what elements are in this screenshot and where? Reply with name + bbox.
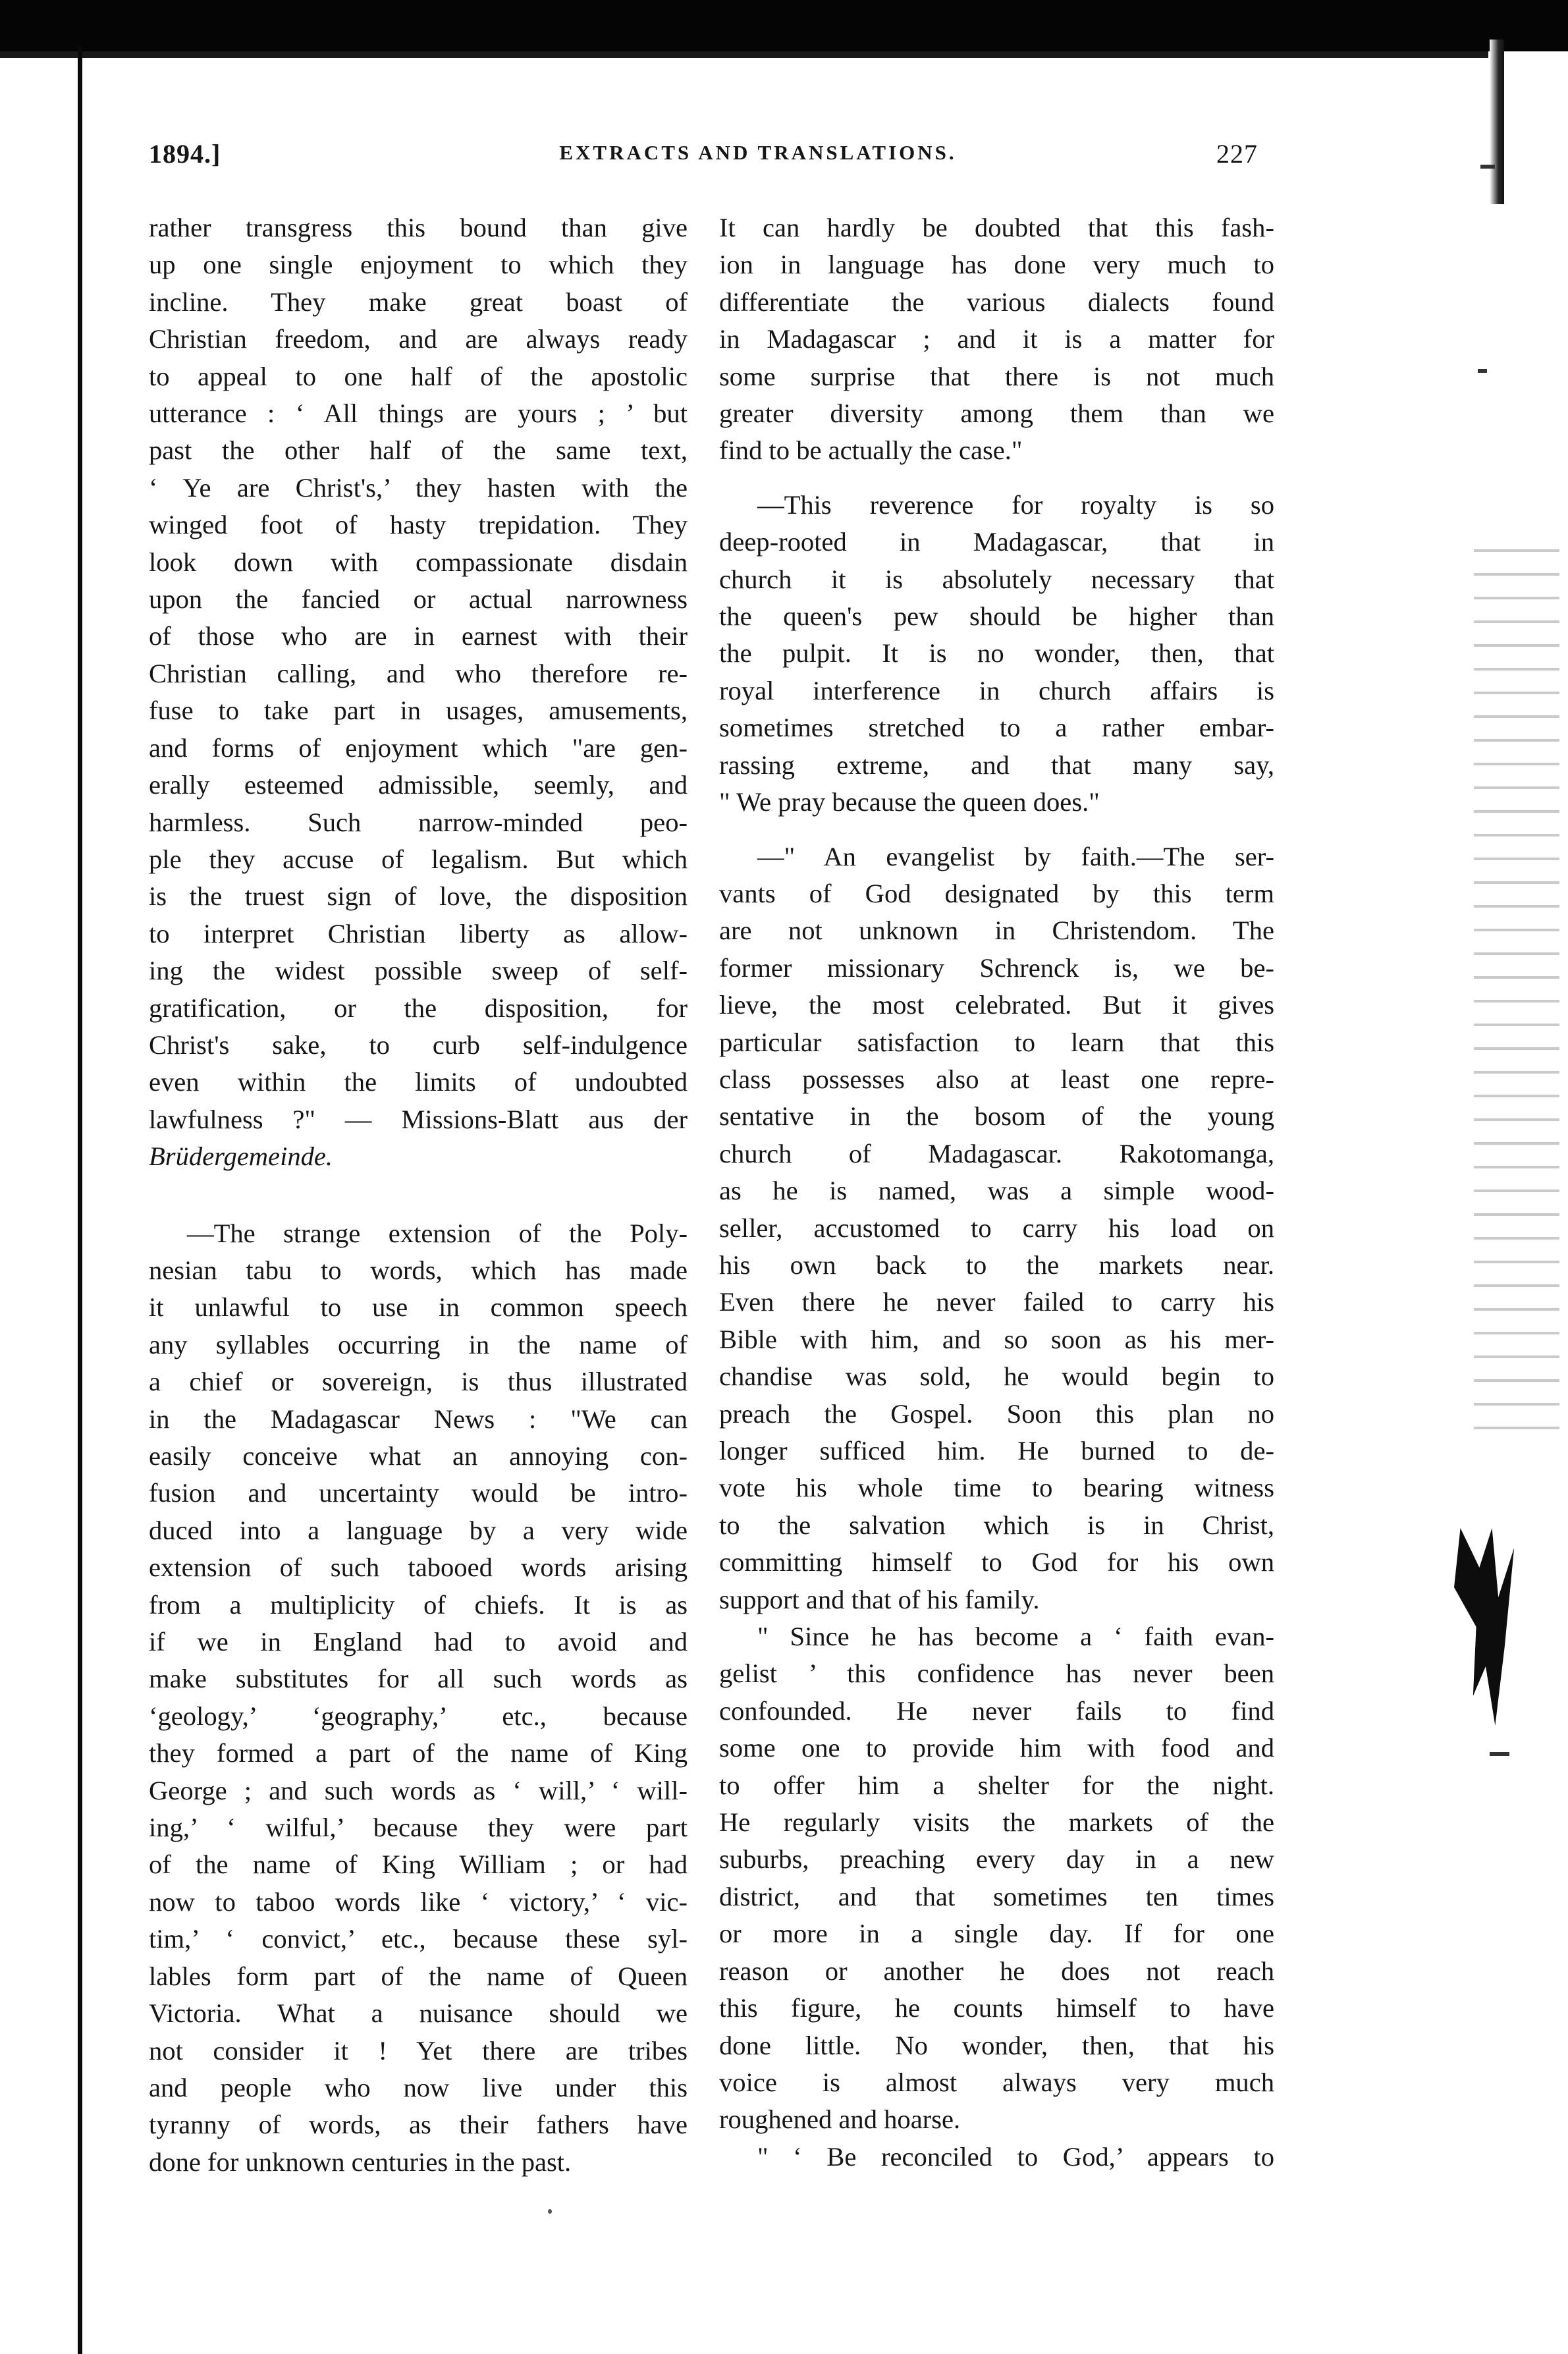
text-line: Christian calling, and who therefore re-	[149, 658, 688, 688]
text-line: extension of such tabooed words arising	[149, 1552, 688, 1583]
text-line: and forms of enjoyment which "are gen-	[149, 732, 688, 763]
text-line: former missionary Schrenck is, we be-	[719, 952, 1274, 983]
text-line: if we in England had to avoid and	[149, 1627, 688, 1657]
scan-top-border	[0, 0, 1568, 51]
text-line: done for unknown centuries in the past.	[149, 2147, 572, 2177]
text-line: it unlawful to use in common speech	[149, 1292, 688, 1323]
ink-blot	[1454, 1528, 1517, 1726]
text-line: It can hardly be doubted that this fash-	[719, 213, 1274, 242]
text-line: He regularly visits the markets of the	[719, 1807, 1274, 1838]
bleed-mark	[1490, 1752, 1509, 1756]
text-line: longer sufficed him. He burned to de-	[719, 1436, 1274, 1465]
text-line: or more in a single day. If for one	[719, 1919, 1274, 1949]
text-line: to appeal to one half of the apostolic	[149, 361, 688, 391]
text-line: differentiate the various dialects found	[719, 287, 1274, 317]
text-line: church it is absolutely necessary that	[719, 564, 1274, 594]
text-line: the queen's pew should be higher than	[719, 601, 1274, 632]
bleed-mark	[1480, 165, 1495, 169]
text-line: ‘geology,’ ‘geography,’ etc., because	[149, 1701, 688, 1731]
page-header	[149, 138, 1268, 184]
text-line: greater diversity among them than we	[719, 398, 1274, 429]
text-line: " We pray because the queen does."	[719, 787, 1100, 817]
text-line: to interpret Christian liberty as allow-	[149, 918, 688, 948]
stray-ink-dot	[548, 2209, 552, 2214]
text-line: sentative in the bosom of the young	[719, 1101, 1274, 1132]
text-line: confounded. He never fails to find	[719, 1695, 1274, 1726]
text-line: some surprise that there is not much	[719, 361, 1274, 391]
text-line: to the salvation which is in Christ,	[719, 1510, 1274, 1540]
page-number: 227	[1216, 139, 1258, 169]
text-line: fuse to take part in usages, amusements,	[149, 696, 688, 726]
text-line: rather transgress this bound than give	[149, 213, 688, 242]
text-line: —This reverence for royalty is so	[757, 489, 1274, 520]
text-line: make substitutes for all such words as	[149, 1664, 688, 1694]
text-line: some one to provide him with food and	[719, 1733, 1274, 1763]
text-line: ‘ Ye are Christ's,’ they hasten with the	[149, 472, 688, 503]
text-line: rassing extreme, and that many say,	[719, 750, 1274, 780]
text-line: lieve, the most celebrated. But it gives	[719, 990, 1274, 1020]
text-line: the pulpit. It is no wonder, then, that	[719, 638, 1274, 669]
text-line: lawfulness ?" — Missions-Blatt aus der	[149, 1104, 688, 1134]
text-line: seller, accustomed to carry his load on	[719, 1213, 1274, 1243]
text-line: this figure, he counts himself to have	[719, 1993, 1274, 2023]
text-line: royal interference in church affairs is	[719, 675, 1274, 705]
text-line: up one single enjoyment to which they	[149, 250, 688, 280]
scan-right-edge-shadow	[1490, 40, 1504, 204]
left-column	[149, 209, 688, 2181]
text-line: from a multiplicity of chiefs. It is as	[149, 1589, 688, 1620]
text-line: as he is named, was a simple wood-	[719, 1176, 1274, 1206]
text-line: Even there he never failed to carry his	[719, 1287, 1274, 1317]
text-line: past the other half of the same text,	[149, 435, 688, 466]
text-line: of the name of King William ; or had	[149, 1849, 688, 1880]
text-line: voice is almost always very much	[719, 2067, 1274, 2097]
text-line: reason or another he does not reach	[719, 1956, 1274, 1986]
text-line: utterance : ‘ All things are yours ; ’ but	[149, 398, 688, 429]
text-line: —The strange extension of the Poly-	[187, 1218, 688, 1248]
text-line: Bible with him, and so soon as his mer-	[719, 1324, 1274, 1354]
text-line: gratification, or the disposition, for	[149, 993, 688, 1023]
text-line: roughened and hoarse.	[719, 2104, 961, 2135]
text-line: —" An evangelist by faith.—The ser-	[757, 841, 1274, 871]
text-line: gelist ’ this confidence has never been	[719, 1658, 1274, 1689]
text-line: tim,’ ‘ convict,’ etc., because these syl-	[149, 1924, 688, 1954]
text-line: particular satisfaction to learn that this	[719, 1027, 1274, 1057]
text-line: is the truest sign of love, the disposition	[149, 881, 688, 912]
text-line: Christ's sake, to curb self-indulgence	[149, 1029, 688, 1060]
text-line: district, and that sometimes ten times	[719, 1881, 1274, 1911]
text-line: look down with compassionate disdain	[149, 547, 688, 577]
text-line: Christian freedom, and are always ready	[149, 324, 688, 354]
bleed-through-text	[1474, 540, 1559, 1449]
text-line: preach the Gospel. Soon this plan no	[719, 1398, 1274, 1429]
text-line: suburbs, preaching every day in a new	[719, 1844, 1274, 1875]
text-line: church of Madagascar. Rakotomanga,	[719, 1138, 1274, 1168]
text-line: lables form part of the name of Queen	[149, 1961, 688, 1991]
text-line: any syllables occurring in the name of	[149, 1329, 688, 1359]
text-line: vants of God designated by this term	[719, 878, 1274, 908]
text-line: ple they accuse of legalism. But which	[149, 844, 688, 874]
text-line: a chief or sovereign, is thus illustrated	[149, 1367, 688, 1397]
text-line: erally esteemed admissible, seemly, and	[149, 770, 688, 800]
text-line: support and that of his family.	[719, 1584, 1040, 1614]
text-line: " Since he has become a ‘ faith evan-	[757, 1622, 1274, 1652]
text-line: easily conceive what an annoying con-	[149, 1441, 688, 1471]
text-line: class possesses also at least one repre-	[719, 1064, 1274, 1094]
text-line: winged foot of hasty trepidation. They	[149, 510, 688, 540]
text-line: done little. No wonder, then, that his	[719, 2030, 1274, 2060]
text-line: ion in language has done very much to	[719, 250, 1274, 280]
text-line: not consider it ! Yet there are tribes	[149, 2035, 688, 2066]
text-line: are not unknown in Christendom. The	[719, 916, 1274, 946]
source-attribution: Brüdergemeinde.	[149, 1141, 333, 1172]
text-line: Victoria. What a nuisance should we	[149, 1998, 688, 2029]
text-line: tyranny of words, as their fathers have	[149, 2110, 688, 2140]
text-line: deep-rooted in Madagascar, that in	[719, 527, 1274, 557]
text-line: to offer him a shelter for the night.	[719, 1770, 1274, 1800]
text-line: chandise was sold, he would begin to	[719, 1361, 1274, 1392]
bleed-mark	[1478, 369, 1487, 373]
scan-top-border-shadow	[0, 51, 1488, 58]
text-line: in Madagascar ; and it is a matter for	[719, 324, 1274, 354]
header-year: 1894.]	[149, 139, 221, 169]
text-line: vote his whole time to bearing witness	[719, 1473, 1274, 1503]
right-column	[719, 209, 1274, 2176]
text-line: fusion and uncertainty would be intro-	[149, 1478, 688, 1508]
text-line: " ‘ Be reconciled to God,’ appears to	[757, 2141, 1274, 2172]
scan-left-border	[78, 46, 82, 2354]
text-line: now to taboo words like ‘ victory,’ ‘ vic-	[149, 1886, 688, 1917]
text-line: sometimes stretched to a rather embar-	[719, 713, 1274, 743]
running-title: EXTRACTS AND TRANSLATIONS.	[559, 141, 957, 164]
text-line: upon the fancied or actual narrowness	[149, 584, 688, 615]
text-line: ing,’ ‘ wilful,’ because they were part	[149, 1813, 688, 1843]
text-line: his own back to the markets near.	[719, 1249, 1274, 1280]
text-line: they formed a part of the name of King	[149, 1738, 688, 1768]
text-line: find to be actually the case."	[719, 435, 1023, 466]
text-line: incline. They make great boast of	[149, 287, 688, 317]
text-line: nesian tabu to words, which has made	[149, 1255, 688, 1285]
text-line: duced into a language by a very wide	[149, 1515, 688, 1545]
text-line: and people who now live under this	[149, 2072, 688, 2102]
text-line: George ; and such words as ‘ will,’ ‘ will-	[149, 1775, 688, 1805]
text-line: in the Madagascar News : "We can	[149, 1404, 688, 1434]
text-line: harmless. Such narrow-minded peo-	[149, 807, 688, 837]
text-line: committing himself to God for his own	[719, 1547, 1274, 1577]
text-line: even within the limits of undoubted	[149, 1067, 688, 1097]
text-line: ing the widest possible sweep of self-	[149, 956, 688, 986]
text-line: of those who are in earnest with their	[149, 621, 688, 651]
